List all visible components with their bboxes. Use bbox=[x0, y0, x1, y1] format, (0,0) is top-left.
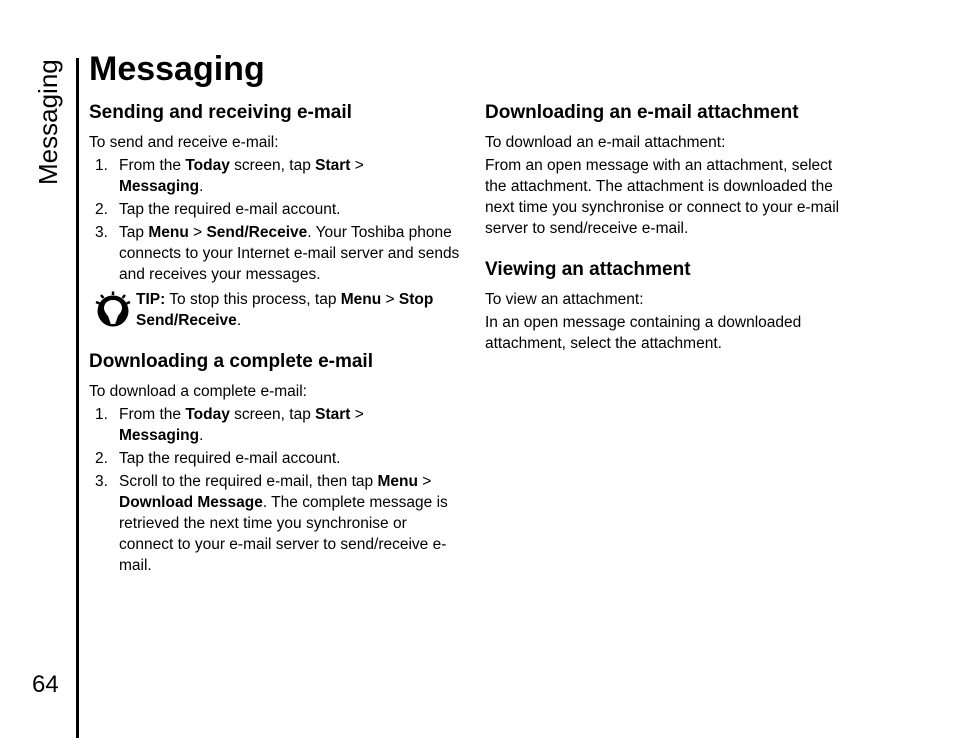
section-intro: To send and receive e-mail: bbox=[89, 134, 279, 151]
lightbulb-tip-icon bbox=[95, 291, 131, 327]
section-heading: Viewing an attachment bbox=[485, 259, 691, 280]
step-number: 3. bbox=[95, 224, 108, 241]
steps-list bbox=[89, 155, 461, 285]
ui-term: Menu bbox=[340, 291, 382, 308]
list-item bbox=[89, 471, 461, 576]
list-item bbox=[89, 199, 461, 220]
step-number: 2. bbox=[95, 450, 108, 467]
ui-term: Menu bbox=[377, 473, 418, 490]
side-section-label: Messaging bbox=[33, 59, 63, 185]
ui-term: Stop Send/Receive bbox=[136, 291, 434, 329]
step-text: From the bbox=[119, 157, 186, 174]
ui-term: Today bbox=[185, 157, 230, 174]
list-item bbox=[89, 155, 461, 197]
step-text: screen, tap bbox=[229, 406, 316, 423]
step-number: 1. bbox=[95, 157, 108, 174]
step-text: Tap the required e-mail account. bbox=[119, 450, 341, 467]
ui-term: Messaging bbox=[119, 178, 200, 195]
tip-text: . bbox=[236, 312, 242, 329]
step-number: 1. bbox=[95, 406, 108, 423]
section-body: From an open message with an attachment, select the attachment. The attachment is downloaded the next time you synchronise or connect to your e-mail server to send/receive e-mail. bbox=[485, 157, 840, 237]
ui-term: Download Message bbox=[119, 494, 263, 511]
step-text: Tap bbox=[119, 224, 149, 241]
ui-term: Start bbox=[315, 406, 351, 423]
list-item bbox=[89, 222, 461, 285]
tip-box bbox=[89, 289, 461, 331]
ui-term: Menu bbox=[148, 224, 189, 241]
step-text: From the bbox=[119, 406, 186, 423]
section-heading: Downloading a complete e-mail bbox=[89, 351, 373, 372]
section-heading: Downloading an e-mail attachment bbox=[485, 102, 799, 123]
section-sending-receiving bbox=[89, 100, 461, 331]
ui-term: Send/Receive bbox=[206, 224, 308, 241]
section-body: In an open message containing a downloaded attachment, select the attachment. bbox=[485, 314, 802, 352]
step-text: . Your Toshiba phone connects to your Internet e-mail server and sends and receives your messages. bbox=[119, 224, 460, 283]
step-text: . bbox=[199, 427, 204, 444]
step-text: . The complete message is retrieved the next time you synchronise or connect to your e-mail server to send/receive e-mail. bbox=[119, 494, 448, 574]
step-number: 2. bbox=[95, 201, 108, 218]
step-text: Scroll to the required e-mail, then tap bbox=[119, 473, 378, 490]
side-rule bbox=[76, 58, 79, 738]
section-intro: To download a complete e-mail: bbox=[89, 383, 307, 400]
step-number: 3. bbox=[95, 473, 108, 490]
tip-label: TIP: bbox=[136, 291, 166, 308]
step-text: . bbox=[199, 178, 204, 195]
step-text: > bbox=[350, 406, 364, 423]
step-text: > bbox=[350, 157, 364, 174]
left-column bbox=[89, 100, 461, 594]
section-downloading-attachment bbox=[485, 100, 857, 239]
ui-term: Start bbox=[315, 157, 351, 174]
list-item bbox=[89, 404, 461, 446]
section-intro: To download an e-mail attachment: bbox=[485, 134, 726, 151]
tip-text: To stop this process, tap bbox=[165, 291, 341, 308]
steps-list bbox=[89, 404, 461, 576]
list-item bbox=[89, 448, 461, 469]
page-title: Messaging bbox=[89, 50, 265, 88]
section-downloading-complete-email bbox=[89, 349, 461, 576]
page-number: 64 bbox=[32, 671, 59, 698]
section-heading: Sending and receiving e-mail bbox=[89, 102, 352, 123]
step-text: screen, tap bbox=[229, 157, 316, 174]
tip-text: > bbox=[381, 291, 399, 308]
ui-term: Messaging bbox=[119, 427, 200, 444]
step-text: Tap the required e-mail account. bbox=[119, 201, 341, 218]
ui-term: Today bbox=[185, 406, 230, 423]
step-text: > bbox=[188, 224, 207, 241]
section-intro: To view an attachment: bbox=[485, 291, 644, 308]
right-column bbox=[485, 100, 857, 372]
section-viewing-attachment bbox=[485, 257, 857, 354]
step-text: > bbox=[417, 473, 432, 490]
